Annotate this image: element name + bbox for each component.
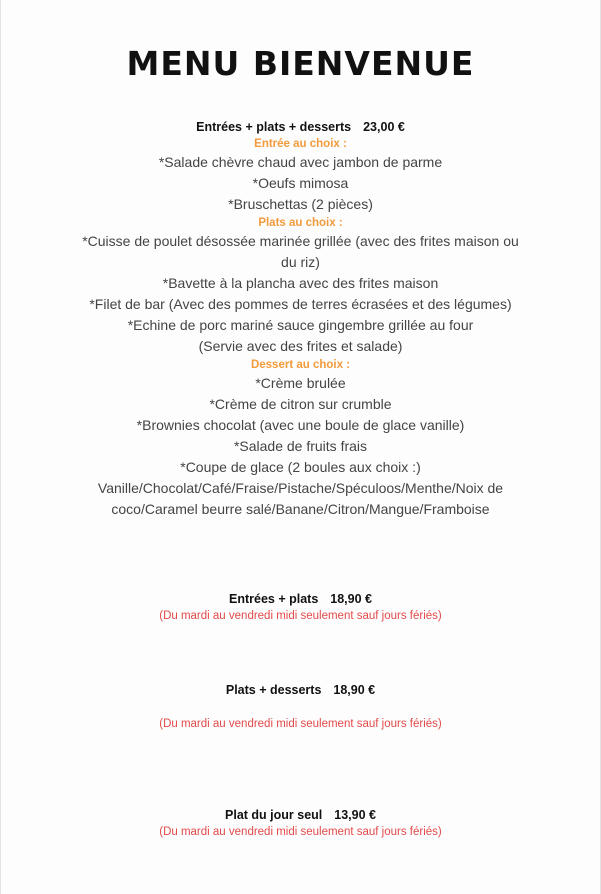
formula-heading <box>41 118 560 136</box>
section-label-plats: Plats au choix : <box>258 217 343 229</box>
formula-plats-desserts <box>41 681 560 733</box>
menu-item: *Filet de bar (Avec des pommes de terres écrasées et des légumes) <box>89 296 512 312</box>
menu-item: *Bavette à la plancha avec des frites maison <box>162 275 439 291</box>
menu-item: *Crème de citron sur crumble <box>209 396 392 412</box>
formula-heading <box>41 590 560 608</box>
availability-note: (Du mardi au vendredi midi seulement sauf jours fériés) <box>159 826 442 838</box>
formula-heading-label: Plats + desserts <box>225 683 322 697</box>
formula-entrees-plats <box>41 590 560 625</box>
menu-item: *Bruschettas (2 pièces) <box>228 196 373 212</box>
menu-item: du riz) <box>281 254 320 270</box>
formula-price: 18,90 € <box>330 592 372 606</box>
formula-price: 13,90 € <box>334 808 376 822</box>
menu-item: *Salade de fruits frais <box>233 438 368 454</box>
formula-heading-label: Entrées + plats <box>229 592 319 606</box>
menu-item: *Brownies chocolat (avec une boule de glace vanille) <box>136 417 465 433</box>
menu-title: MENU BIENVENUE <box>126 44 475 83</box>
menu-item: coco/Caramel beurre salé/Banane/Citron/Mangue/Framboise <box>111 501 490 517</box>
formula-plat-du-jour <box>41 806 560 841</box>
formula-heading-label: Plat du jour seul <box>225 808 323 822</box>
section-label-entrees: Entrée au choix : <box>254 138 347 150</box>
menu-item: *Oeufs mimosa <box>252 175 349 191</box>
menu-item: Vanille/Chocolat/Café/Fraise/Pistache/Spéculoos/Menthe/Noix de <box>97 480 504 496</box>
section-label-desserts: Dessert au choix : <box>250 359 351 371</box>
menu-item: *Salade chèvre chaud avec jambon de parme <box>158 154 443 170</box>
menu-item: *Echine de porc mariné sauce gingembre grillée au four <box>127 317 474 333</box>
menu-item: *Cuisse de poulet désossée marinée grillée (avec des frites maison ou <box>82 233 519 249</box>
menu-item: (Servie avec des frites et salade) <box>198 338 403 354</box>
formula-heading-label: Entrées + plats + desserts <box>196 120 352 134</box>
formula-heading <box>41 806 560 824</box>
formula-full <box>41 118 560 520</box>
menu-item: *Crème brulée <box>255 375 346 391</box>
formula-price: 23,00 € <box>363 120 405 134</box>
formula-price: 18,90 € <box>333 683 376 697</box>
formula-heading <box>41 681 560 699</box>
availability-note: (Du mardi au vendredi midi seulement sauf jours fériés) <box>159 610 442 622</box>
availability-note: (Du mardi au vendredi midi seulement sauf jours fériés) <box>159 718 442 730</box>
menu-item: *Coupe de glace (2 boules aux choix :) <box>180 459 421 475</box>
